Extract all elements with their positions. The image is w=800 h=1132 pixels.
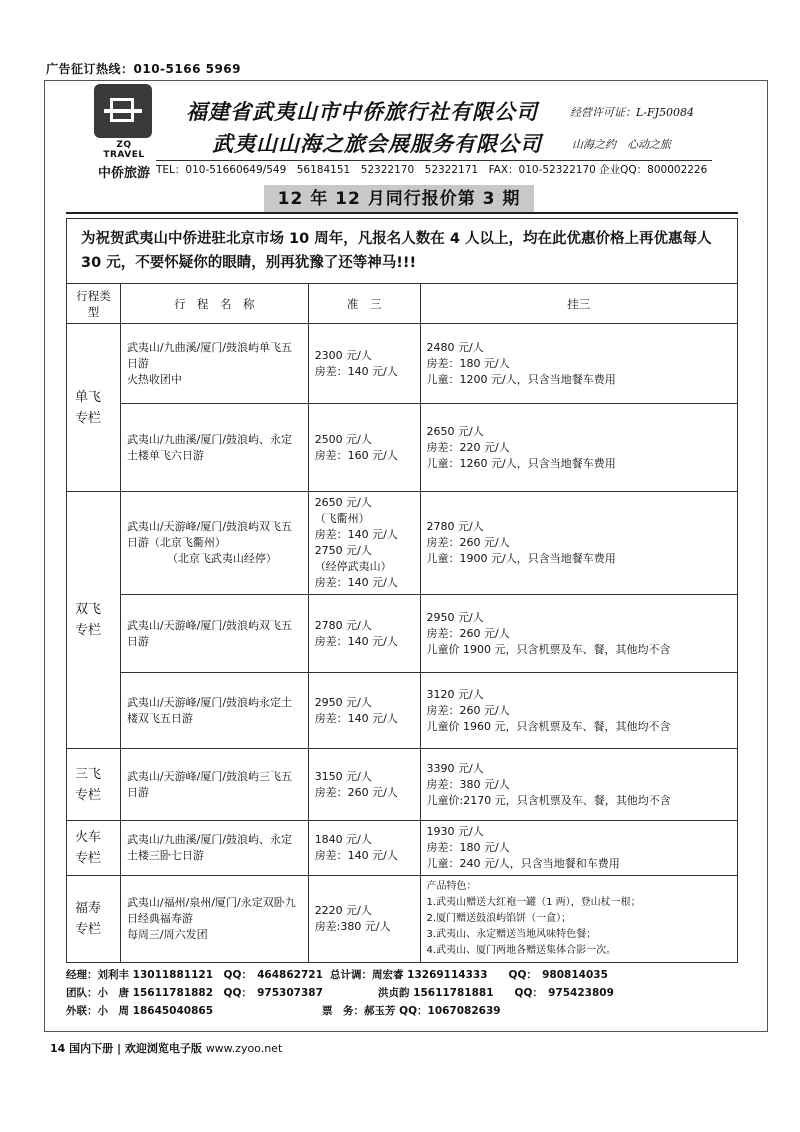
- license-number: 经营许可证：L-FJ50084: [570, 106, 695, 119]
- ad-hotline: 广告征订热线：010-5166 5969: [46, 62, 242, 76]
- route-cell: [120, 404, 308, 492]
- price-row: [67, 324, 738, 404]
- gua3-cell: [420, 595, 737, 673]
- col-header-route: 行 程 名 称: [120, 284, 308, 324]
- staff-ticket: 票 务：郝玉芳 QQ：1067082639: [322, 1005, 501, 1017]
- company-name-2: 武夷山山海之旅会展服务有限公司: [212, 131, 542, 156]
- gua3-line: 房差：260 元/人: [426, 626, 510, 640]
- price-row: [67, 749, 738, 821]
- gua3-cell: [420, 324, 737, 404]
- staff-coordinator: 总计调：周宏睿 13269114333 QQ： 980814035: [330, 969, 608, 981]
- zhun3-cell: [308, 876, 420, 963]
- price-row: [67, 876, 738, 963]
- zhun3-cell: [308, 324, 420, 404]
- route-line: 武夷山/九曲溪/厦门/鼓浪屿单飞五日游: [126, 340, 293, 370]
- gua3-line: 2650 元/人: [426, 424, 484, 438]
- zhun3-line: 房差：260 元/人: [314, 785, 398, 799]
- page-number: 14: [50, 1042, 66, 1055]
- gua3-line: 儿童：1900 元/人，只含当地餐车费用: [426, 552, 616, 565]
- route-cell: [120, 821, 308, 876]
- header-row: [67, 284, 738, 324]
- gua3-line: 产品特色：: [426, 881, 477, 892]
- gua3-cell: [420, 876, 737, 963]
- zhun3-line: 2650 元/人: [314, 496, 372, 509]
- route-cell: [120, 324, 308, 404]
- footer-tagline: 欢迎浏览电子版: [124, 1042, 202, 1055]
- header-divider: [156, 160, 712, 161]
- zhun3-line: 2500 元/人: [314, 432, 372, 446]
- company-name-1: 福建省武夷山市中侨旅行社有限公司: [186, 99, 538, 124]
- price-row: [67, 821, 738, 876]
- zhun3-line: （经停武夷山）: [314, 560, 392, 573]
- gua3-line: 4.武夷山、厦门两地各赠送集体合影一次。: [426, 945, 617, 956]
- route-line: 武夷山/九曲溪/厦门/鼓浪屿、永定土楼三卧七日游: [126, 833, 293, 862]
- zhun3-cell: [308, 492, 420, 595]
- gua3-line: 2950 元/人: [426, 610, 484, 624]
- gua3-cell: [420, 749, 737, 821]
- col-header-gua3: 挂三: [420, 284, 737, 324]
- gua3-line: 房差：180 元/人: [426, 356, 510, 370]
- staff-group: 团队：小 唐 15611781882 QQ： 975307387: [66, 987, 323, 999]
- route-cell: [120, 673, 308, 749]
- gua3-line: 儿童：1260 元/人，只含当地餐车费用: [426, 456, 616, 470]
- gua3-line: 儿童价:2170 元，只含机票及车、餐，其他均不含: [426, 793, 671, 807]
- zhun3-line: 2750 元/人: [314, 544, 372, 557]
- gua3-line: 房差：220 元/人: [426, 440, 510, 454]
- zhun3-line: 3150 元/人: [314, 769, 372, 783]
- gua3-line: 3.武夷山、永定赠送当地风味特色餐；: [426, 929, 597, 940]
- gua3-line: 房差：380 元/人: [426, 777, 510, 791]
- zhun3-line: （飞衢州）: [314, 512, 370, 525]
- route-line: 火热收团中: [126, 372, 182, 386]
- col-header-type: 行程类型: [67, 284, 121, 324]
- route-line: 武夷山/福州/泉州/厦门/永定双卧九日经典福寿游: [126, 896, 296, 925]
- logo-en-text: ZQ TRAVEL: [103, 140, 145, 160]
- promo-text: 为祝贺武夷山中侨进驻北京市场 10 周年，凡报名人数在 4 人以上，均在此优惠价格上再优惠每人 30 元，不要怀疑你的眼睛，别再犹豫了还等神马!!!: [67, 219, 738, 284]
- zhun3-cell: [308, 404, 420, 492]
- gua3-line: 2780 元/人: [426, 520, 484, 533]
- zhun3-line: 房差：140 元/人: [314, 528, 398, 541]
- staff-manager: 经理：刘利丰 13011881121 QQ： 464862721: [66, 969, 323, 981]
- zhun3-line: 2950 元/人: [314, 695, 372, 709]
- gua3-line: 儿童价 1960 元，只含机票及车、餐，其他均不含: [426, 719, 671, 733]
- category-cell: 单飞专栏: [67, 324, 121, 492]
- gua3-line: 2480 元/人: [426, 340, 484, 354]
- footer-section: 国内下册: [69, 1042, 114, 1055]
- zhun3-line: 房差：140 元/人: [314, 711, 398, 725]
- gua3-cell: [420, 821, 737, 876]
- zhun3-line: 房差：140 元/人: [314, 576, 398, 589]
- gua3-line: 3390 元/人: [426, 761, 484, 775]
- gua3-line: 1930 元/人: [426, 825, 484, 838]
- price-row: [67, 492, 738, 595]
- gua3-line: 房差：260 元/人: [426, 703, 510, 717]
- zhun3-line: 2780 元/人: [314, 618, 372, 632]
- route-line: （北京飞武夷山经停）: [166, 552, 277, 565]
- zhun3-line: 房差：160 元/人: [314, 448, 398, 462]
- staff-hong: 洪贞韵 15611781881 QQ： 975423809: [378, 987, 614, 999]
- gua3-cell: [420, 673, 737, 749]
- route-line: 武夷山/九曲溪/厦门/鼓浪屿、永定土楼单飞六日游: [126, 432, 293, 462]
- zhun3-line: 1840 元/人: [314, 833, 372, 846]
- logo-mark: [94, 84, 152, 138]
- zhun3-cell: [308, 673, 420, 749]
- contact-info: TEL：010-51660649/549 56184151 52322170 52322171 FAX：010-52322170 企业QQ：800002226: [156, 164, 708, 176]
- gua3-line: 1.武夷山赠送大红袍一罐（1 两），登山杖一根；: [426, 897, 641, 908]
- gua3-line: 儿童：240 元/人，只含当地餐和车费用: [426, 857, 620, 870]
- route-cell: [120, 749, 308, 821]
- category-cell: 火车专栏: [67, 821, 121, 876]
- route-line: 每周三/周六发团: [126, 928, 208, 941]
- staff-outreach: 外联：小 周 18645040865: [66, 1005, 214, 1017]
- gua3-line: 2.厦门赠送鼓浪屿馅饼（一盒）；: [426, 913, 572, 924]
- zhun3-cell: [308, 749, 420, 821]
- zhun3-line: 房差:380 元/人: [314, 920, 391, 933]
- route-line: 武夷山/天游峰/厦门/鼓浪屿双飞五日游: [126, 618, 293, 648]
- zhun3-line: 房差：140 元/人: [314, 849, 398, 862]
- gua3-line: 儿童价 1900 元，只含机票及车、餐，其他均不含: [426, 642, 671, 656]
- page-footer: 14 国内下册 | 欢迎浏览电子版 www.zyoo.net: [50, 1042, 283, 1055]
- price-row: [67, 595, 738, 673]
- zhun3-line: 2300 元/人: [314, 348, 372, 362]
- route-line: 武夷山/天游峰/厦门/鼓浪屿永定土楼双飞五日游: [126, 695, 293, 725]
- route-line: 武夷山/天游峰/厦门/鼓浪屿三飞五日游: [126, 769, 293, 799]
- issue-title: 12 年 12 月同行报价第 3 期: [264, 185, 534, 213]
- route-cell: [120, 492, 308, 595]
- zhun3-cell: [308, 821, 420, 876]
- price-row: [67, 404, 738, 492]
- zhun3-line: 2220 元/人: [314, 904, 372, 917]
- zhun3-line: 房差：140 元/人: [314, 364, 398, 378]
- gua3-line: 房差：260 元/人: [426, 536, 510, 549]
- gua3-line: 儿童：1200 元/人，只含当地餐车费用: [426, 372, 616, 386]
- promo-row: [67, 219, 738, 284]
- issue-rule: [66, 212, 738, 214]
- zhun3-cell: [308, 595, 420, 673]
- gua3-line: 房差：180 元/人: [426, 841, 510, 854]
- price-table: [66, 218, 738, 963]
- company-logo: [94, 84, 154, 181]
- route-line: 武夷山/天游峰/厦门/鼓浪屿双飞五日游（北京飞衢州）: [126, 520, 293, 549]
- category-cell: 福寿专栏: [67, 876, 121, 963]
- route-cell: [120, 595, 308, 673]
- logo-cn-text: 中侨旅游: [97, 166, 150, 181]
- gua3-line: 3120 元/人: [426, 687, 484, 701]
- price-row: [67, 673, 738, 749]
- gua3-cell: [420, 492, 737, 595]
- category-cell: 双飞专栏: [67, 492, 121, 749]
- footer-website[interactable]: www.zyoo.net: [205, 1042, 283, 1055]
- gua3-cell: [420, 404, 737, 492]
- zhun3-line: 房差：140 元/人: [314, 634, 398, 648]
- category-cell: 三飞专栏: [67, 749, 121, 821]
- slogan: 山海之约 心动之旅: [572, 138, 671, 151]
- route-cell: [120, 876, 308, 963]
- col-header-zhun3: 准 三: [308, 284, 420, 324]
